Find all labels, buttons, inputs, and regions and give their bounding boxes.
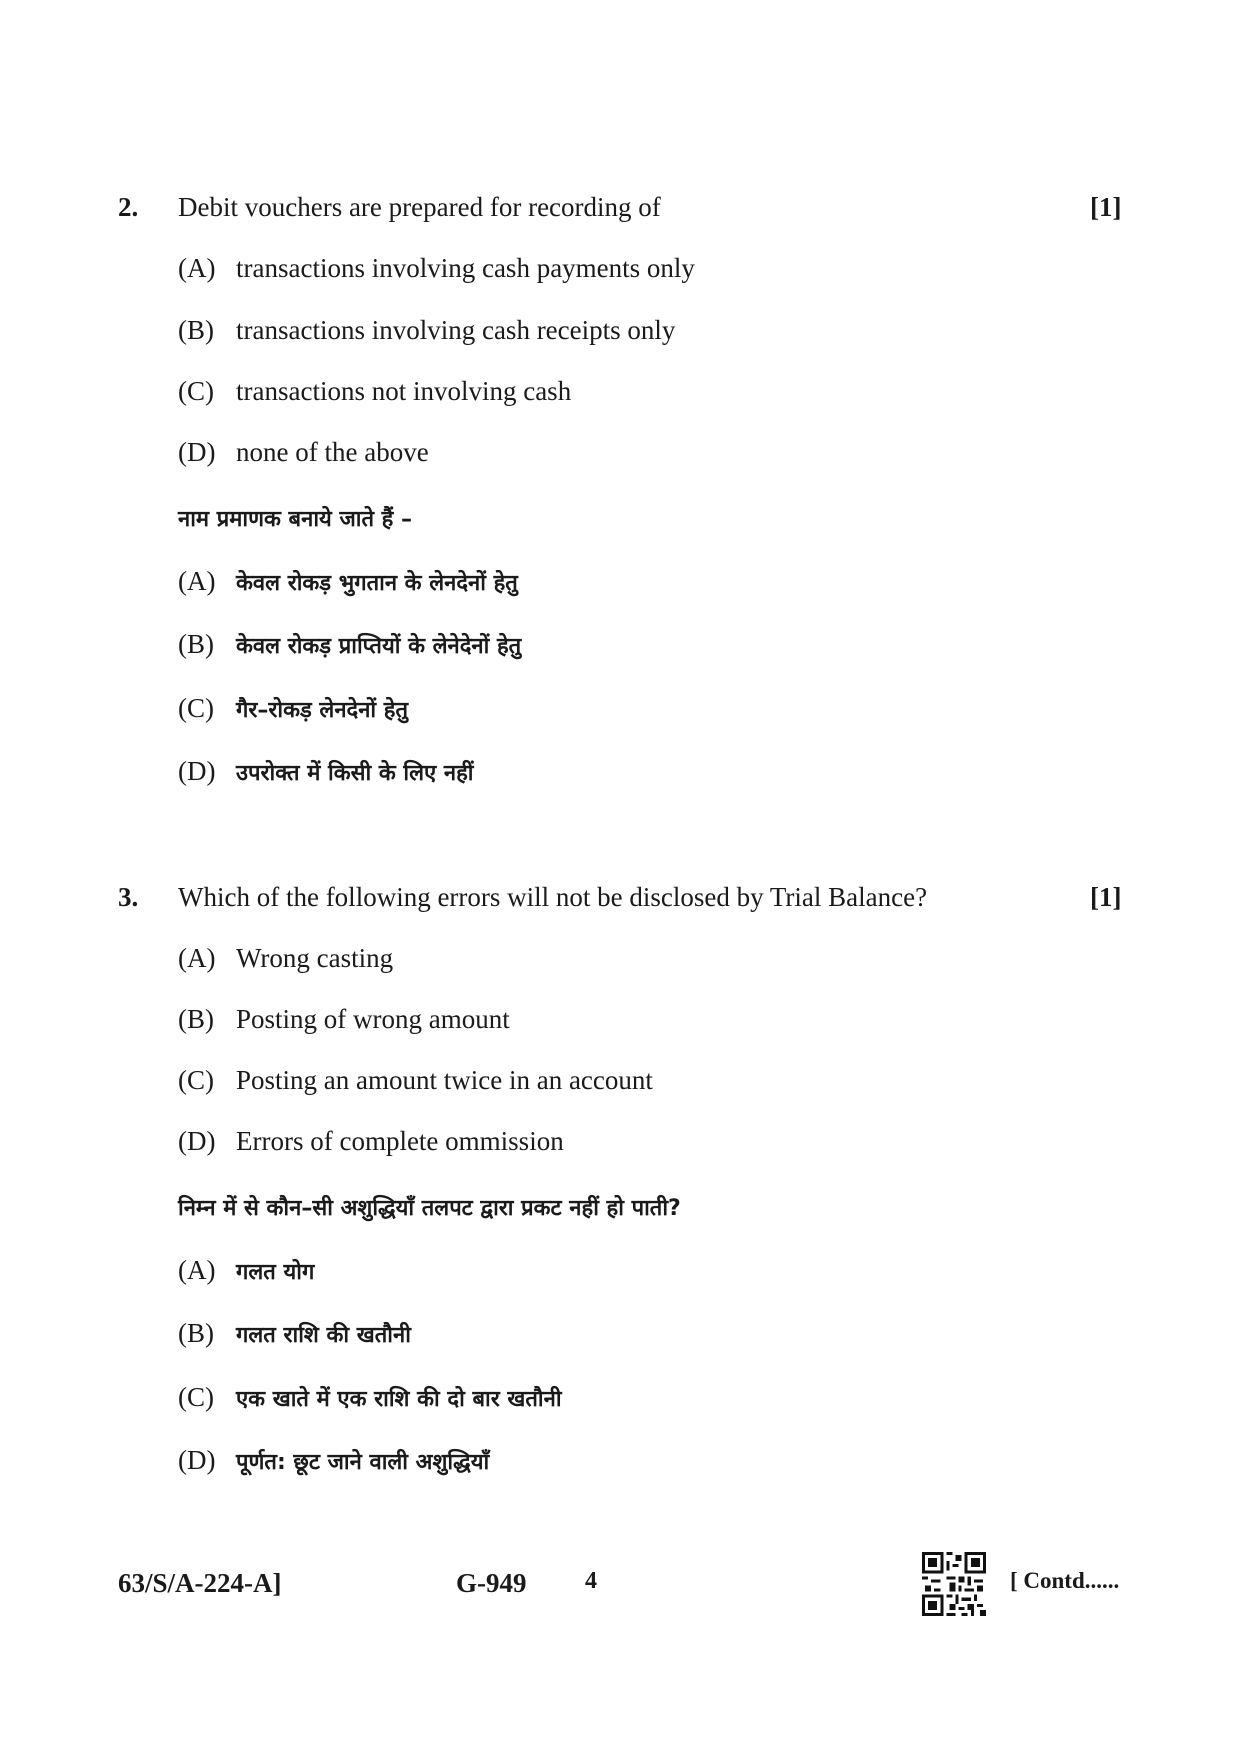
qr-code-icon — [922, 1552, 986, 1616]
question-marks: [1] — [1090, 192, 1122, 222]
page-number: 4 — [585, 1568, 597, 1594]
option-a: (A) transactions involving cash payments only — [178, 253, 695, 283]
option-c-hindi: (C) एक खाते में एक राशि की दो बार खतौनी — [178, 1382, 562, 1412]
question-text: Which of the following errors will not be disclosed by Trial Balance? — [178, 882, 928, 912]
option-c: (C) transactions not involving cash — [178, 376, 572, 406]
option-b-hindi: (B) गलत राशि की खतौनी — [178, 1318, 411, 1348]
question-text-hindi: निम्न में से कौन–सी अशुद्धियाँ तलपट द्वारा प्रकट नहीं हो पाती? — [178, 1196, 681, 1221]
question-number: 2. — [118, 192, 139, 222]
option-b: (B) Posting of wrong amount — [178, 1004, 510, 1034]
option-d-hindi: (D) पूर्णत: छूट जाने वाली अशुद्धियाँ — [178, 1445, 490, 1475]
question-number: 3. — [118, 882, 139, 912]
question-marks: [1] — [1090, 882, 1122, 912]
option-a-hindi: (A) केवल रोकड़ भुगतान के लेनदेनों हेतु — [178, 566, 518, 596]
page-footer — [0, 1568, 1241, 1628]
option-a-hindi: (A) गलत योग — [178, 1255, 315, 1285]
option-c-hindi: (C) गैर–रोकड़ लेनदेनों हेतु — [178, 693, 409, 723]
option-a: (A) Wrong casting — [178, 943, 394, 973]
series-code: G-949 — [456, 1568, 527, 1598]
option-d: (D) none of the above — [178, 437, 429, 467]
question-text: Debit vouchers are prepared for recording of — [178, 192, 661, 222]
option-c: (C) Posting an amount twice in an account — [178, 1065, 653, 1095]
option-b-hindi: (B) केवल रोकड़ प्राप्तियों के लेनेदेनों हेतु — [178, 629, 522, 659]
option-d-hindi: (D) उपरोक्त में किसी के लिए नहीं — [178, 756, 474, 786]
question-text-hindi: नाम प्रमाणक बनाये जाते हैं – — [178, 507, 413, 532]
option-b: (B) transactions involving cash receipts only — [178, 315, 676, 345]
continued-label: [ Contd...... — [1010, 1568, 1120, 1593]
paper-code: 63/S/A-224-A] — [118, 1568, 282, 1598]
option-d: (D) Errors of complete ommission — [178, 1126, 564, 1156]
